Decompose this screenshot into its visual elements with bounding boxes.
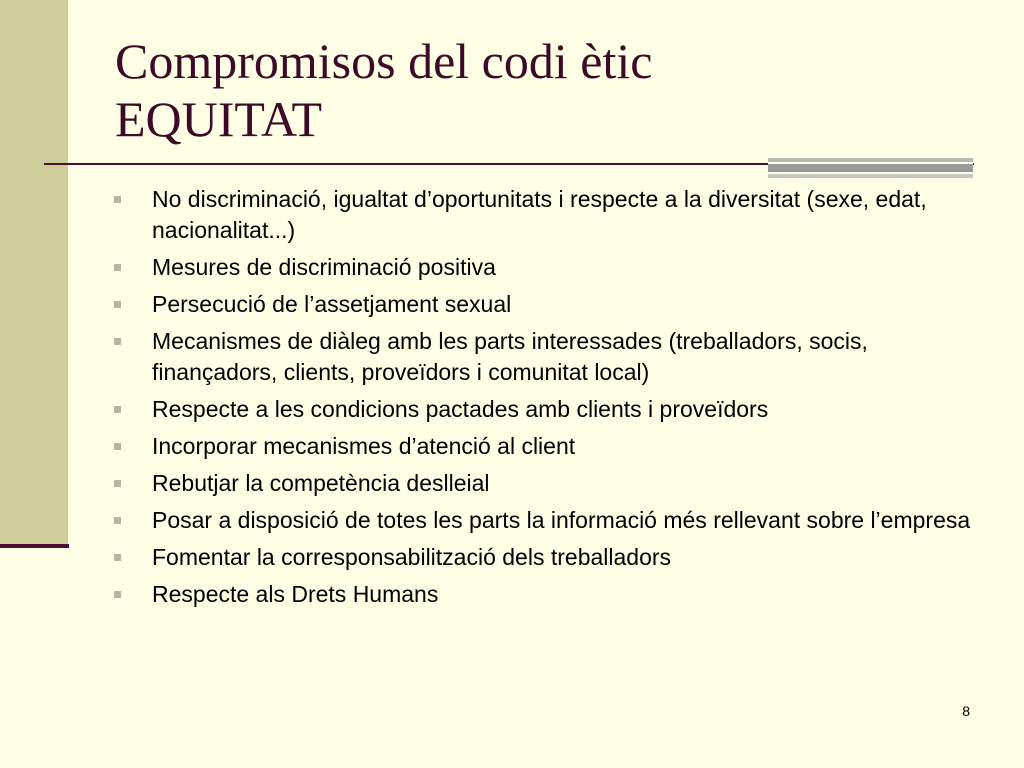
bullet-text: Incorporar mecanismes d’atenció al client [152, 433, 576, 459]
bullet-text: Mecanismes de diàleg amb les parts interessades (treballadors, socis, finançadors, clients, proveïdors i comunitat local) [152, 328, 868, 385]
bullet-text: Respecte als Drets Humans [152, 581, 439, 607]
slide-title-line-2: EQUITAT [115, 91, 323, 147]
bullet-item [112, 252, 972, 283]
bullet-item [112, 505, 972, 536]
slide-title-line-1: Compromisos del codi ètic [115, 33, 653, 89]
square-bullet-icon [114, 264, 121, 271]
square-bullet-icon [114, 554, 121, 561]
bullet-text: Persecució de l’assetjament sexual [152, 291, 512, 317]
left-bar-underline [0, 544, 69, 548]
bullet-item [112, 289, 972, 320]
square-bullet-icon [114, 301, 121, 308]
square-bullet-icon [114, 338, 121, 345]
bullet-item [112, 468, 972, 499]
bullet-text: Fomentar la corresponsabilització dels treballadors [152, 544, 672, 570]
slide-title [115, 32, 652, 148]
square-bullet-icon [114, 196, 121, 203]
square-bullet-icon [114, 517, 121, 524]
page-number: 8 [962, 703, 970, 719]
bullet-text: Mesures de discriminació positiva [152, 254, 496, 280]
bullet-item [112, 579, 972, 610]
bullet-list [112, 184, 972, 616]
square-bullet-icon [114, 406, 121, 413]
bullet-item [112, 431, 972, 462]
decorative-grey-stripes [768, 158, 973, 178]
bullet-text: Posar a disposició de totes les parts la informació més rellevant sobre l’empresa [152, 507, 971, 533]
bullet-item [112, 394, 972, 425]
square-bullet-icon [114, 591, 121, 598]
square-bullet-icon [114, 480, 121, 487]
bullet-text: Rebutjar la competència deslleial [152, 470, 490, 496]
bullet-text: Respecte a les condicions pactades amb clients i proveïdors [152, 396, 769, 422]
bullet-item [112, 184, 972, 246]
left-decorative-bar [0, 0, 68, 545]
bullet-text: No discriminació, igualtat d’oportunitats i respecte a la diversitat (sexe, edat, nacionalitat...) [152, 186, 927, 243]
square-bullet-icon [114, 443, 121, 450]
bullet-item [112, 542, 972, 573]
bullet-item [112, 326, 972, 388]
